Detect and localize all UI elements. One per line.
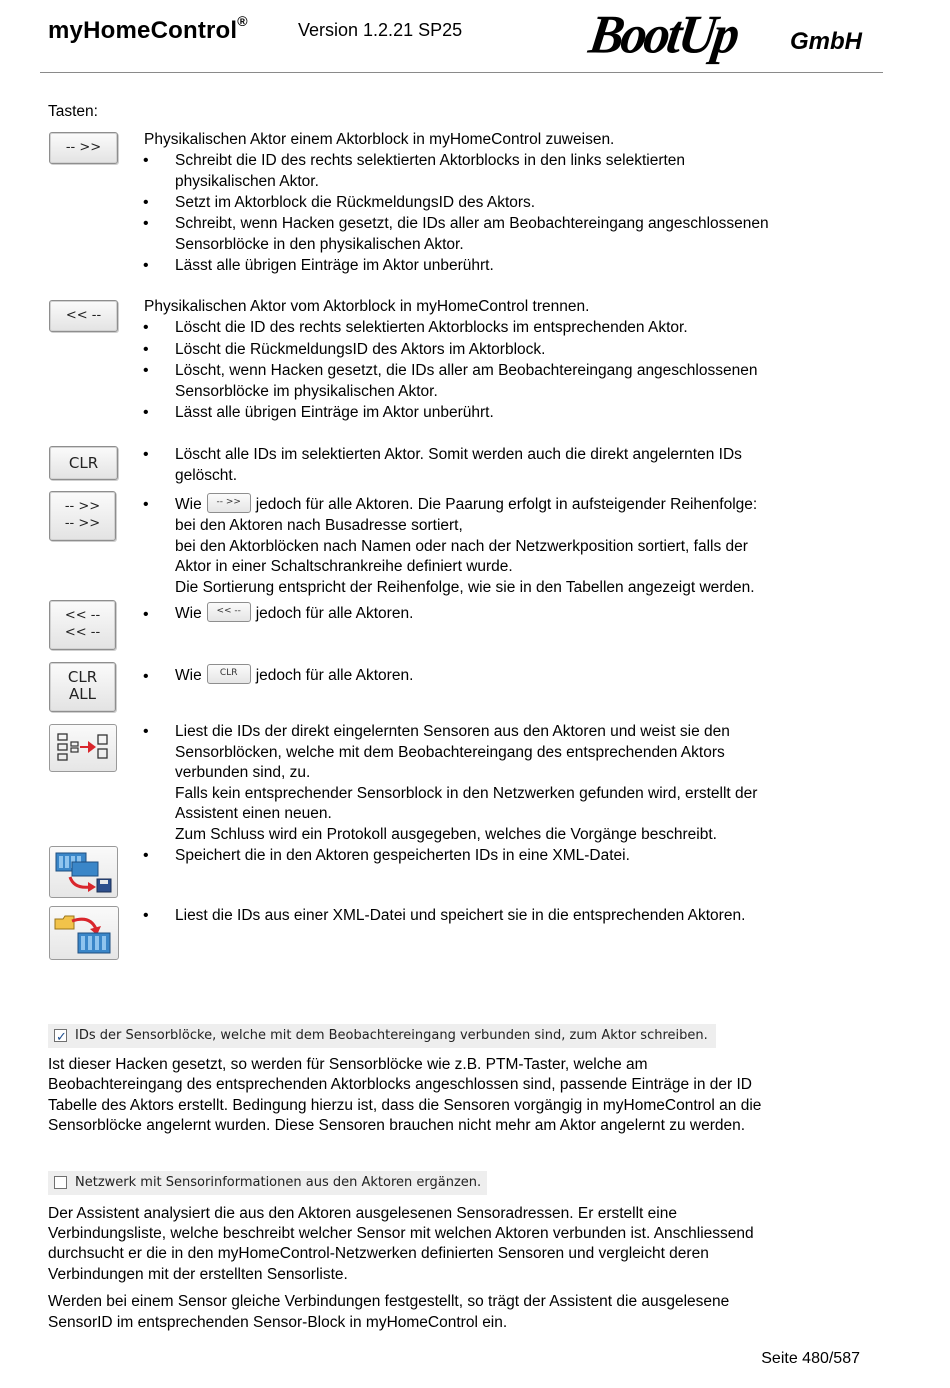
version-label: Version 1.2.21 SP25 (298, 20, 463, 40)
load-from-file-icon (50, 907, 118, 959)
remove-item-3-line-2: Sensorblöcke im physikalischen Aktor. (175, 383, 438, 400)
complete-network-checkbox[interactable] (48, 1171, 487, 1195)
assign-item-2: Setzt im Aktorblock die RückmeldungsID des Aktors. (175, 194, 536, 211)
inline-remove-button-image: << -- (207, 602, 251, 622)
read-sensors-line-6: Zum Schluss wird ein Protokoll ausgegeben, welches die Vorgänge beschreibt. (175, 826, 717, 843)
remove-all-button[interactable]: << -- << -- (49, 600, 116, 650)
checkbox2-text-line-4: Verbindungen mit der erstellten Sensorliste. (48, 1266, 348, 1283)
clr-all-button[interactable]: CLR ALL (49, 662, 116, 712)
assign-item-3-line-2: Sensorblöcke in den physikalischen Aktor. (175, 236, 464, 253)
bullet-dot: • (143, 152, 149, 169)
bullet-dot: • (143, 362, 149, 379)
remove-item-2: Löscht die RückmeldungsID des Aktors im Aktorblock. (175, 341, 546, 358)
checkbox-box[interactable] (54, 1176, 67, 1189)
bullet-dot: • (143, 404, 149, 421)
sensor-transfer-icon (50, 725, 116, 771)
checkbox2-text-line-1: Der Assistent analysiert die aus den Aktoren ausgelesenen Sensoradressen. Er erstellt eine (48, 1205, 677, 1222)
logo-wordmark: BootUp (585, 5, 741, 65)
section-title: Tasten: (48, 103, 98, 120)
bullet-dot: • (143, 341, 149, 358)
bullet-dot: • (143, 257, 149, 274)
load-xml-button[interactable] (49, 906, 119, 960)
read-sensors-line-1: Liest die IDs der direkt eingelernten Sensoren aus den Aktoren und weist sie den (175, 723, 730, 740)
clr-all-text: Wie CLR jedoch für alle Aktoren. (175, 662, 413, 690)
bullet-dot: • (143, 215, 149, 232)
bullet-dot: • (143, 606, 149, 623)
bootup-logo (585, 5, 884, 66)
checkbox2-text2-line-2: SensorID im entsprechenden Sensor-Block in myHomeControl ein. (48, 1314, 508, 1331)
bullet-dot: • (143, 847, 149, 864)
remove-item-1: Löscht die ID des rechts selektierten Aktorblocks im entsprechenden Aktor. (175, 319, 688, 336)
bullet-dot: • (143, 723, 149, 740)
clr-text-line-1: Löscht alle IDs im selektierten Aktor. Somit werden auch die direkt angelernten IDs (175, 446, 742, 463)
remove-intro: Physikalischen Aktor vom Aktorblock in myHomeControl trennen. (144, 298, 590, 315)
assign-all-line-3: Aktor in einer Schaltschrankreihe definiert wurde. (175, 558, 513, 575)
remove-button[interactable]: << -- (49, 300, 118, 332)
assign-item-1-line-1: Schreibt die ID des rechts selektierten Aktorblocks in den links selektierten (175, 152, 686, 169)
bullet-dot: • (143, 446, 149, 463)
checkbox2-text2-line-1: Werden bei einem Sensor gleiche Verbindungen festgestellt, so trägt der Assistent die ausgelesene (48, 1293, 730, 1310)
remove-all-text: Wie << -- jedoch für alle Aktoren. (175, 600, 413, 628)
checkbox1-text-line-3: Tabelle des Aktors erstellt. Bedingung hierzu ist, dass die Sensoren vorgängig in myHomeControl an die (48, 1097, 762, 1114)
checkbox-box[interactable] (54, 1029, 67, 1045)
assign-item-4: Lässt alle übrigen Einträge im Aktor unberührt. (175, 257, 494, 274)
page-number: Seite 480/587 (761, 1350, 860, 1367)
checkbox1-text-line-1: Ist dieser Hacken gesetzt, so werden für Sensorblöcke wie z.B. PTM-Taster, welche am (48, 1056, 648, 1073)
assign-item-1-line-2: physikalischen Aktor. (175, 173, 319, 190)
bullet-dot: • (143, 907, 149, 924)
checkbox-label: Netzwerk mit Sensorinformationen aus den Aktoren ergänzen. (75, 1175, 482, 1190)
assign-all-line-2: bei den Aktorblöcken nach Namen oder nach der Netzwerkposition sortiert, falls der (175, 538, 748, 555)
inline-clr-button-image: CLR (207, 664, 251, 684)
checkbox-label: IDs der Sensorblöcke, welche mit dem Beobachtereingang verbunden sind, zum Aktor schreiben. (75, 1028, 708, 1043)
assign-all-line-1: bei den Aktoren nach Busadresse sortiert, (175, 517, 463, 534)
bullet-dot: • (143, 194, 149, 211)
assign-intro: Physikalischen Aktor einem Aktorblock in myHomeControl zuweisen. (144, 131, 615, 148)
clr-button[interactable]: CLR (49, 446, 118, 480)
checkbox2-text-line-3: durchsucht er die in den myHomeControl-Netzwerken definierten Sensoren und vergleicht deren (48, 1245, 709, 1262)
inline-assign-button-image: -- >> (207, 493, 251, 513)
bullet-dot: • (143, 319, 149, 336)
checkbox1-text-line-2: Beobachtereingang des entsprechenden Aktorblocks angeschlossen sind, passende Einträge in der ID (48, 1076, 752, 1093)
read-sensors-line-5: Assistent einen neuen. (175, 805, 332, 822)
assign-button[interactable]: -- >> (49, 132, 118, 164)
assign-all-button[interactable]: -- >> -- >> (49, 491, 116, 541)
clr-text-line-2: gelöscht. (175, 467, 238, 484)
read-sensors-line-4: Falls kein entsprechender Sensorblock in den Netzwerken gefunden wird, erstellt der (175, 785, 758, 802)
bullet-dot: • (143, 668, 149, 685)
bullet-dot: • (143, 496, 149, 513)
assign-all-line-4: Die Sortierung entspricht der Reihenfolge, wie sie in den Tabellen angezeigt werden. (175, 579, 755, 596)
product-name: myHomeControl® (48, 13, 248, 44)
read-sensors-line-3: verbunden sind, zu. (175, 764, 311, 781)
save-xml-text: Speichert die in den Aktoren gespeicherten IDs in eine XML-Datei. (175, 847, 630, 864)
remove-item-3-line-1: Löscht, wenn Hacken gesetzt, die IDs aller am Beobachtereingang angeschlossenen (175, 362, 758, 379)
load-xml-text: Liest die IDs aus einer XML-Datei und speichert sie in die entsprechenden Aktoren. (175, 907, 746, 924)
save-xml-button[interactable] (49, 846, 118, 898)
save-to-file-icon (50, 847, 117, 897)
checkbox1-text-line-4: Sensorblöcke angelernt wurden. Diese Sensoren brauchen nicht mehr am Aktor angelernt zu werden. (48, 1117, 746, 1134)
read-sensors-line-2: Sensorblöcken, welche mit dem Beobachtereingang des entsprechenden Aktors (175, 744, 725, 761)
logo-suffix: GmbH (790, 28, 862, 55)
read-sensors-button[interactable] (49, 724, 117, 772)
assign-all-text: Wie -- >> jedoch für alle Aktoren. Die Paarung erfolgt in aufsteigender Reihenfolge: (175, 491, 757, 519)
assign-item-3-line-1: Schreibt, wenn Hacken gesetzt, die IDs aller am Beobachtereingang angeschlossenen (175, 215, 769, 232)
checkmark-icon: ✓ (56, 1030, 67, 1045)
write-sensor-ids-checkbox[interactable] (48, 1024, 716, 1048)
header-divider (40, 72, 883, 73)
checkbox2-text-line-2: Verbindungsliste, welche beschreibt welcher Sensor mit welchen Aktoren verbunden ist. Anschliessend (48, 1225, 754, 1242)
remove-item-4: Lässt alle übrigen Einträge im Aktor unberührt. (175, 404, 494, 421)
